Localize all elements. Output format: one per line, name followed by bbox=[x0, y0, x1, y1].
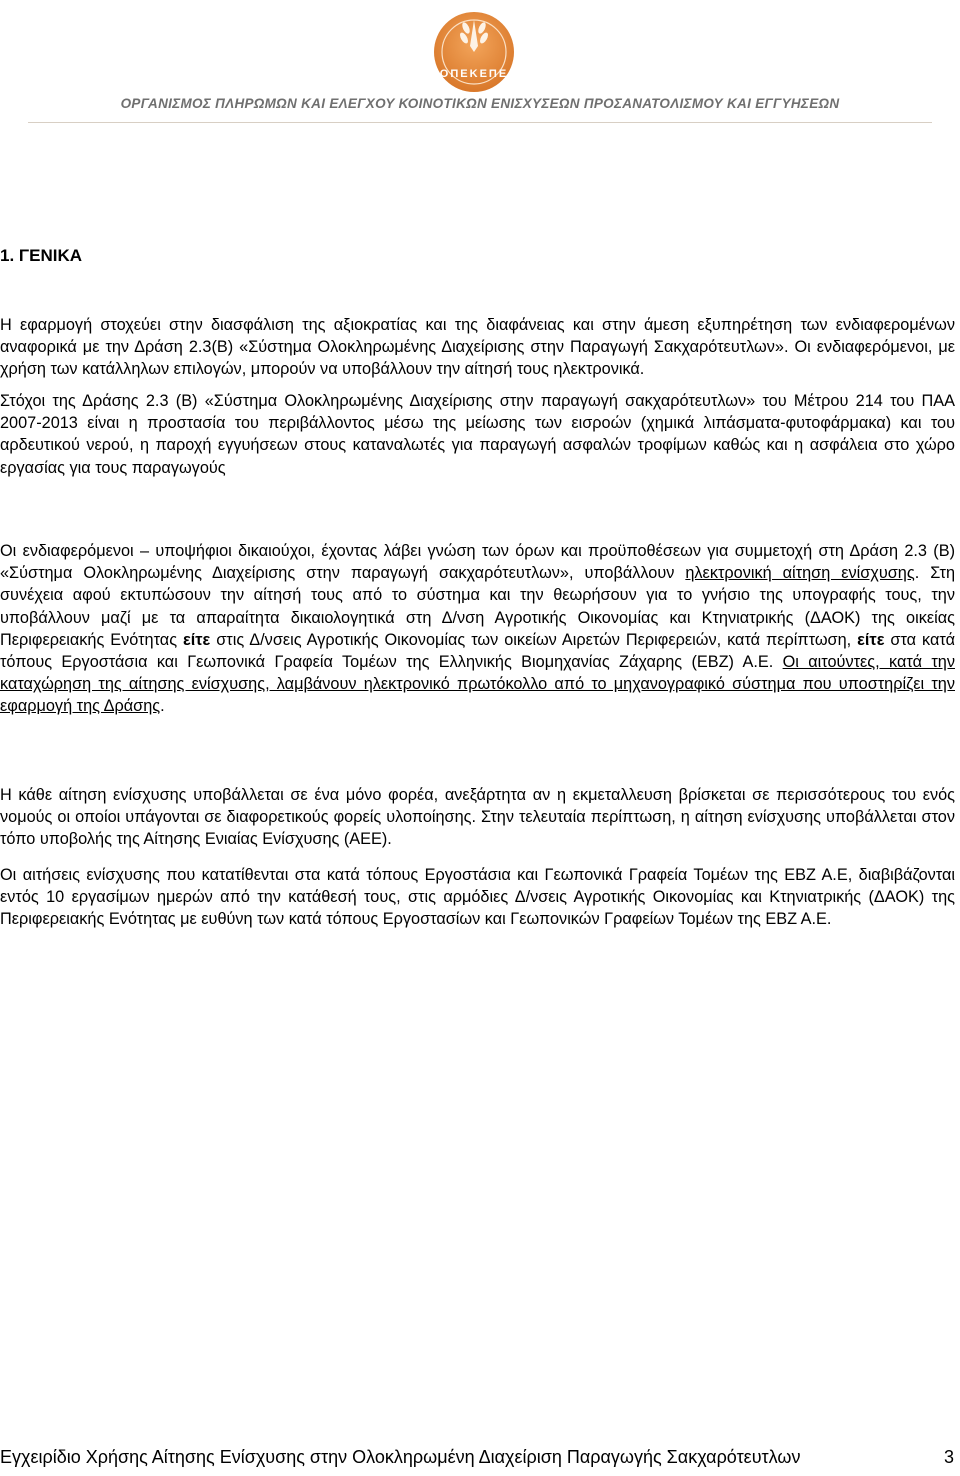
page-header bbox=[0, 0, 960, 130]
opekepe-logo bbox=[414, 6, 534, 98]
page-number: 3 bbox=[943, 1447, 954, 1467]
logo-text: ΟΠΕΚΕΠΕ bbox=[439, 68, 509, 80]
paragraph-forwarding: Οι αιτήσεις ενίσχυσης που κατατίθενται στα κατά τόπους Εργοστάσια και Γεωπονικά Γραφεία Τομέων της ΕΒΖ Α.Ε, διαβιβάζονται εντός 10 εργασίμων ημερών από την κατάθεσή τους, στις αρμόδιες Δ/νσεις Αγροτικής Οικονομίας και Κτηνιατρικής (ΔΑΟΚ) της Περιφερειακής Ενότητας με ευθύνη των κατά τόπους Εργοστασίων και Γεωπονικών Γραφείων Τομέων της ΕΒΖ Α.Ε. bbox=[0, 866, 955, 929]
submission-either-1: είτε bbox=[183, 630, 211, 649]
paragraph-submission bbox=[0, 540, 955, 718]
section-title: 1. ΓΕΝΙΚΑ bbox=[0, 246, 83, 265]
submission-either-2: είτε bbox=[857, 630, 885, 649]
submission-text-4: στα κατά τόπους Εργοστάσια και Γεωπονικά Γραφεία Τομέων της Ελληνικής Βιομηχανίας Ζάχαρης (ΕΒΖ) Α.Ε. bbox=[0, 630, 956, 672]
paragraph-objectives: Στόχοι της Δράσης 2.3 (Β) «Σύστημα Ολοκληρωμένης Διαχείρισης στην παραγωγή σακχαρότευτλων» του Μέτρου 214 του ΠΑΑ 2007-2013 είναι η προστασία του περιβάλλοντος μέσω της μείωσης των εισροών (χημικά λιπάσματα-φυτοφάρμακα) και του αρδευτικού νερού, η παροχή εγγυήσεων στους καταναλωτές για παραγωγή ασφαλών τροφίμων καθώς και η ασφάλεια στο χώρο εργασίας για τους παραγωγούς bbox=[0, 392, 955, 477]
paragraph-single-body: Η κάθε αίτηση ενίσχυσης υποβάλλεται σε ένα μόνο φορέα, ανεξάρτητα αν η εκμεταλλευση βρίσκεται σε περισσότερους του ενός νομούς οι οποίοι υπάγονται σε διαφορετικούς φορείς υλοποίησης. Στην τελευταία περίπτωση, η αίτηση ενίσχυσης υποβάλλεται στον τόπο υποβολής της Αίτησης Ενιαίας Ενίσχυσης (ΑΕΕ). bbox=[0, 786, 955, 849]
submission-text-2: . Στη συνέχεια αφού εκτυπώσουν την αίτησή τους από το σύστημα και την θεωρήσουν για το γνήσιο της υπογραφής τους, την υποβάλλουν μαζί με τα απαραίτητα δικαιολογητικά στη Δ/νση Αγροτικής Οικονομίας και Κτηνιατρικής (ΔΑΟΚ) της οικείας Περιφερειακής Ενότητας bbox=[0, 564, 955, 649]
submission-text-5: . bbox=[160, 697, 165, 716]
submission-text-3: στις Δ/νσεις Αγροτικής Οικονομίας των οικείων Αιρετών Περιφερειών, κατά περίπτωση, bbox=[210, 630, 858, 649]
submission-protocol-note: Οι αιτούντες, κατά την καταχώρηση της αίτησης ενίσχυσης, λαμβάνουν ηλεκτρονικό πρωτόκολλο από το μηχανογραφικό σύστημα που υποστηρίζει την εφαρμογή της Δράσης bbox=[0, 653, 955, 716]
footer-title: Εγχειρίδιο Χρήσης Αίτησης Ενίσχυσης στην Ολοκληρωμένη Διαχείριση Παραγωγής Σακχαρότευτλων bbox=[0, 1447, 801, 1467]
header-divider bbox=[28, 122, 932, 123]
paragraph-intro: Η εφαρμογή στοχεύει στην διασφάλιση της αξιοκρατίας και της διαφάνειας και στην άμεση εξυπηρέτηση των ενδιαφερομένων αναφορικά με την Δράση 2.3(Β) «Σύστημα Ολοκληρωμένης Διαχείρισης στην Παραγωγή Σακχαρότευτλων». Οι ενδιαφερόμενοι, με χρήση των κατάλληλων επιλογών, μπορούν να υποβάλλουν την αίτησή τους ηλεκτρονικά. bbox=[0, 316, 955, 379]
page-footer bbox=[0, 1441, 960, 1471]
submission-electronic-application: ηλεκτρονική αίτηση ενίσχυσης bbox=[685, 564, 915, 583]
submission-text-1: Οι ενδιαφερόμενοι – υποψήφιοι δικαιούχοι, έχοντας λάβει γνώση των όρων και προϋποθέσεων για συμμετοχή στη Δράση 2.3 (Β) «Σύστημα Ολοκληρωμένης Διαχείρισης στην παραγωγή σακχαρότευτλων», υποβάλλουν bbox=[0, 542, 955, 583]
organization-name: ΟΡΓΑΝΙΣΜΟΣ ΠΛΗΡΩΜΩΝ ΚΑΙ ΕΛΕΓΧΟΥ ΚΟΙΝΟΤΙΚΩΝ ΕΝΙΣΧΥΣΕΩΝ ΠΡΟΣΑΝΑΤΟΛΙΣΜΟΥ ΚΑΙ ΕΓΓΥΗΣΕΩΝ bbox=[120, 96, 840, 111]
